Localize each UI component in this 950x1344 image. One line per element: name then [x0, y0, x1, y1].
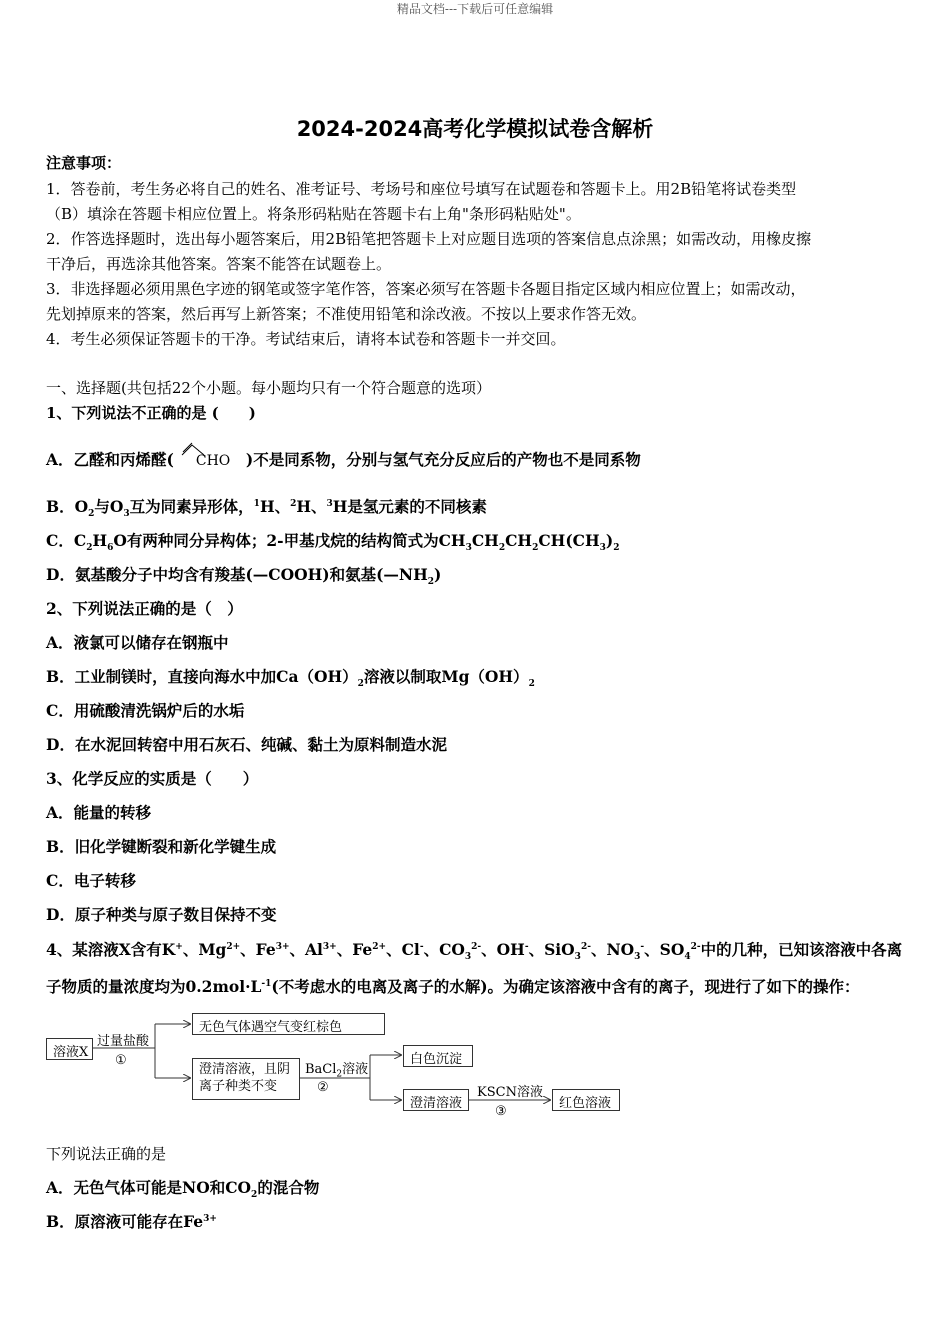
question-2-stem: 2、下列说法正确的是（ ）: [46, 599, 243, 618]
colorless-gas-box: 无色气体遇空气变红棕色: [192, 1013, 385, 1035]
notice-heading: 注意事项：: [46, 154, 122, 172]
step-2-label: ②: [317, 1080, 329, 1095]
q1-option-c: C．$C_2H_6O$有两种同分异构体；2-甲基戊烷的结构简式为$CH_3CH_2CH_2CH(CH_3)_2$: [46, 531, 620, 554]
notice-line: （B）填涂在答题卡相应位置上。将条形码粘贴在答题卡右上角"条形码粘贴处"。: [46, 205, 581, 223]
q4-option-b: B．原溶液可能存在$Fe^{3+}$: [46, 1212, 217, 1231]
notice-line: 先划掉原来的答案，然后再写上新答案；不准使用铅笔和涂改液。不按以上要求作答无效。: [46, 305, 647, 323]
notice-line: 4．考生必须保证答题卡的干净。考试结束后，请将本试卷和答题卡一并交回。: [46, 330, 566, 348]
notice-line: 干净后，再选涂其他答案。答案不能答在试题卷上。: [46, 255, 392, 273]
white-precipitate-box: 白色沉淀: [403, 1045, 473, 1067]
q2-option-c: C．用硫酸清洗锅炉后的水垢: [46, 701, 245, 720]
clear-solution-box-1: 澄清溶液，且阴 离子种类不变: [192, 1058, 300, 1100]
question-3-stem: 3、化学反应的实质是（ ）: [46, 769, 259, 788]
notice-line: 2．作答选择题时，选出每小题答案后，用2B铅笔把答题卡上对应题目选项的答案信息点涂黑；如需改动，用橡皮擦: [46, 230, 812, 248]
step-3-label: ③: [495, 1104, 507, 1119]
clear-solution-box-2: 澄清溶液: [403, 1089, 469, 1111]
q4-option-a: A．无色气体可能是NO和$CO_2$的混合物: [46, 1178, 320, 1201]
q3-option-b: B．旧化学键断裂和新化学键生成: [46, 837, 277, 856]
q2-option-b: B．工业制镁时，直接向海水中加$Ca(OH)_2$溶液以制取$Mg(OH)_2$: [46, 667, 535, 690]
reagent-hcl-label: 过量盐酸: [97, 1034, 150, 1049]
question-1-stem: 1、下列说法不正确的是 ( ): [46, 404, 256, 422]
q3-option-d: D．原子种类与原子数目保持不变: [46, 905, 277, 924]
red-solution-box: 红色溶液: [552, 1089, 620, 1111]
question-4-stem-line1: 4、某溶液X含有K+、$Mg^{2+}$、$Fe^{3+}$、$Al^{3+}$、$Fe^{2+}$、Cl-、$CO_3^{2-}$、OH-、SiO$_3^{2-}$、$NO_3^-$、$SO_4^{2-}$中的几种，已知该溶液中各离: [46, 940, 903, 963]
question-4-stem-line2: 子物质的量浓度均为$0.2mol\cdot L^{-1}$(不考虑水的电离及离子的水解)。为确定该溶液中含有的离子，现进行了如下的操作：: [46, 977, 860, 996]
q2-option-d: D．在水泥回转窑中用石灰石、纯碱、黏土为原料制造水泥: [46, 735, 447, 754]
reagent-bacl2-label: BaCl$_2$溶液: [305, 1062, 369, 1080]
reagent-kscn-label: KSCN溶液: [477, 1085, 543, 1100]
header-note: 精品文档---下载后可任意编辑: [396, 2, 554, 16]
q1-option-a: A．乙醛和丙烯醛( CHO )不是同系物，分别与氢气充分反应后的产物也不是同系物: [46, 448, 641, 470]
step-1-label: ①: [115, 1053, 127, 1068]
q1-option-b: B．$O_2$与$O_3$互为同素异形体，$^1$H、$^2$H、$^3$H是氢元素的不同核素: [46, 497, 487, 520]
q1-option-d: D．氨基酸分子中均含有羧基(—COOH)和氨基$(—NH_2)$: [46, 565, 442, 588]
solution-x-box: 溶液X: [46, 1038, 93, 1060]
notice-line: 3．非选择题必须用黑色字迹的钢笔或签字笔作答，答案必须写在答题卡各题目指定区域内相应位置上；如需改动，: [46, 280, 806, 298]
q4-ask: 下列说法正确的是: [46, 1145, 167, 1163]
page-title: 2024-2024高考化学模拟试卷含解析: [296, 117, 654, 141]
cho-label: CHO: [195, 453, 231, 469]
q2-option-a: A．液氯可以储存在钢瓶中: [46, 633, 229, 652]
q3-option-a: A．能量的转移: [46, 803, 152, 822]
section-heading: 一、选择题(共包括22个小题。每小题均只有一个符合题意的选项）: [46, 379, 491, 397]
notice-line: 1．答卷前，考生务必将自己的姓名、准考证号、考场号和座位号填写在试题卷和答题卡上。用2B铅笔将试卷类型: [46, 180, 797, 198]
q3-option-c: C．电子转移: [46, 871, 136, 890]
